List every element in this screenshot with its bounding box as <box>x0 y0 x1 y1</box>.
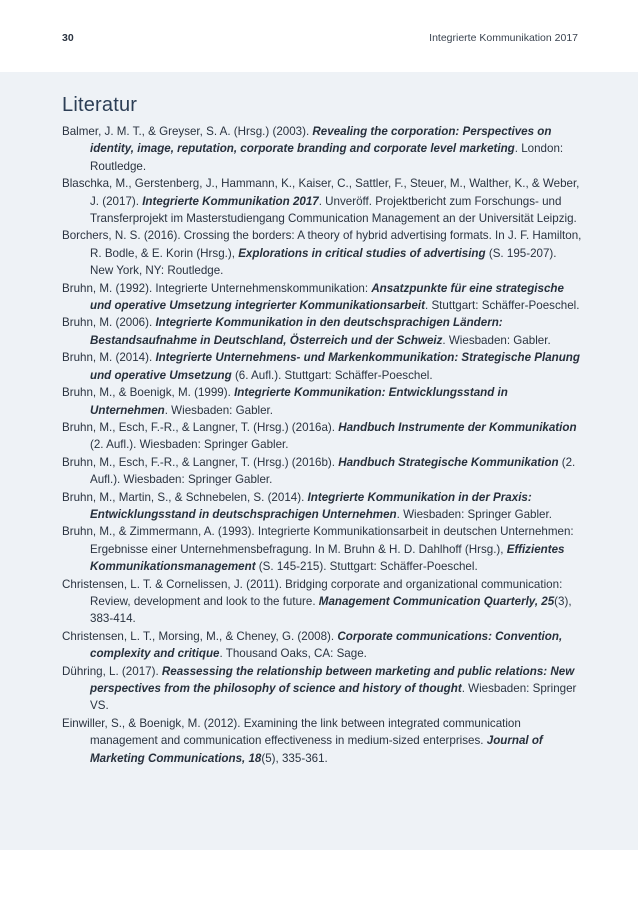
reference-text: . London: Routledge. <box>90 142 564 173</box>
reference-text: Balmer, J. M. T., & Greyser, S. A. (Hrsg.) (2003). <box>62 125 313 138</box>
reference-title: Revealing the corporation: Perspectives on identity, image, reputation, corporate branding and corporate level marketing <box>90 125 552 156</box>
reference-title: Integrierte Kommunikation 2017 <box>142 194 319 208</box>
reference-item <box>62 384 582 419</box>
reference-title: Integrierte Kommunikation in der Praxis: Entwicklungsstand in deutschsprachigen Unternehmen <box>90 490 532 521</box>
reference-text: Borchers, N. S. (2016). Crossing the borders: A theory of hybrid advertising formats. In J. F. Hamilton, R. Bodle, & E. Korin (Hrsg.), <box>62 229 582 260</box>
page-number: 30 <box>62 32 74 44</box>
reference-text: . Wiesbaden: Gabler. <box>164 403 274 417</box>
reference-item <box>62 123 582 175</box>
reference-text: Christensen, L. T., Morsing, M., & Cheney, G. (2008). <box>62 629 338 643</box>
reference-item <box>62 175 582 227</box>
reference-text: Bruhn, M., & Zimmermann, A. (1993). Integrierte Kommunikationsarbeit in deutschen Unternehmen: Ergebnisse einer Unternehmensbefragung. In M. Bruhn & H. D. Dahlhoff (Hrsg.), <box>62 525 574 556</box>
reference-text: Dühring, L. (2017). <box>62 664 162 678</box>
reference-title: Handbuch Strategische Kommunikation <box>338 455 559 469</box>
reference-text: Blaschka, M., Gerstenberg, J., Hammann, K., Kaiser, C., Sattler, F., Steuer, M., Walther, K., & Weber, J. (2017). <box>62 177 580 208</box>
reference-text: (2. Aufl.). Wiesbaden: Springer Gabler. <box>90 438 289 452</box>
reference-text: (S. 145-215). Stuttgart: Schäffer-Poeschel. <box>255 560 478 574</box>
reference-title: Explorations in critical studies of advertising <box>238 246 486 260</box>
reference-text: . Wiesbaden: Gabler. <box>442 333 551 347</box>
reference-list <box>62 123 582 767</box>
reference-item <box>62 489 582 524</box>
reference-title: Effizientes Kommunikationsmanagement <box>90 542 565 574</box>
reference-text: Bruhn, M., Esch, F.-R., & Langner, T. (Hrsg.) (2016b). <box>62 455 339 469</box>
reference-text: Bruhn, M., Martin, S., & Schnebelen, S. (2014). <box>62 490 308 504</box>
section-title: Literatur <box>62 94 138 116</box>
reference-item <box>62 280 582 315</box>
reference-text: Bruhn, M. (2006). <box>62 316 156 330</box>
reference-title: Integrierte Unternehmens- und Markenkommunikation: Strategische Planung und operative Umsetzung <box>90 351 580 382</box>
page-header <box>0 0 638 72</box>
reference-text: . Wiesbaden: Springer VS. <box>90 682 577 713</box>
reference-title: Reassessing the relationship between marketing and public relations: New perspectives from the philosophy of science and history of thought <box>90 664 575 695</box>
reference-item <box>62 227 582 279</box>
reference-text: (S. 195-207). New York, NY: Routledge. <box>90 246 557 278</box>
reference-item <box>62 419 582 454</box>
running-title: Integrierte Kommunikation 2017 <box>429 32 578 44</box>
reference-text: (5), 335-361. <box>261 751 328 765</box>
reference-item <box>62 314 582 349</box>
reference-text: . Stuttgart: Schäffer-Poeschel. <box>425 299 580 313</box>
reference-title: Handbuch Instrumente der Kommunikation <box>338 420 577 434</box>
reference-title: Journal of Marketing Communications, 18 <box>90 734 543 765</box>
reference-text: Einwiller, S., & Boenigk, M. (2012). Examining the link between integrated communication management and communication effectiveness in medium-sized enterprises. <box>62 716 521 748</box>
reference-item <box>62 715 582 767</box>
reference-item <box>62 523 582 575</box>
reference-text: Bruhn, M., Esch, F.-R., & Langner, T. (Hrsg.) (2016a). <box>62 420 339 434</box>
reference-text: Bruhn, M. (2014). <box>62 351 156 365</box>
reference-title: Integrierte Kommunikation: Entwicklungsstand in Unternehmen <box>90 386 508 417</box>
reference-text: Bruhn, M. (1992). Integrierte Unternehmenskommunikation: <box>62 281 372 295</box>
reference-text: (2. Aufl.). Wiesbaden: Springer Gabler. <box>90 455 576 487</box>
reference-text: Christensen, L. T. & Cornelissen, J. (2011). Bridging corporate and organizational communication: Review, development and look to the future. <box>62 577 563 608</box>
reference-item <box>62 349 582 384</box>
reference-text: . Wiesbaden: Springer Gabler. <box>396 507 552 521</box>
reference-item <box>62 663 582 715</box>
reference-text: . Thousand Oaks, CA: Sage. <box>219 647 367 661</box>
reference-title: Ansatzpunkte für eine strategische und operative Umsetzung integrierter Kommunikationsarbeit <box>90 281 564 313</box>
reference-text: . Unveröff. Projektbericht zum Forschungs- und Transferprojekt im Masterstudiengang Communication Management an der Universität Leipzig. <box>90 194 577 226</box>
page-bottom-margin <box>0 850 638 903</box>
reference-item <box>62 576 582 628</box>
reference-item <box>62 454 582 489</box>
reference-text: (6. Aufl.). Stuttgart: Schäffer-Poeschel. <box>231 368 433 382</box>
reference-text: (3), 383-414. <box>90 594 572 626</box>
reference-title: Integrierte Kommunikation in den deutschsprachigen Ländern: Bestandsaufnahme in Deutschland, Österreich und der Schweiz <box>90 316 503 347</box>
reference-title: Management Communication Quarterly, 25 <box>318 594 555 608</box>
reference-title: Corporate communications: Convention, complexity and critique <box>90 629 563 661</box>
reference-item <box>62 628 582 663</box>
reference-text: Bruhn, M., & Boenigk, M. (1999). <box>62 386 235 400</box>
